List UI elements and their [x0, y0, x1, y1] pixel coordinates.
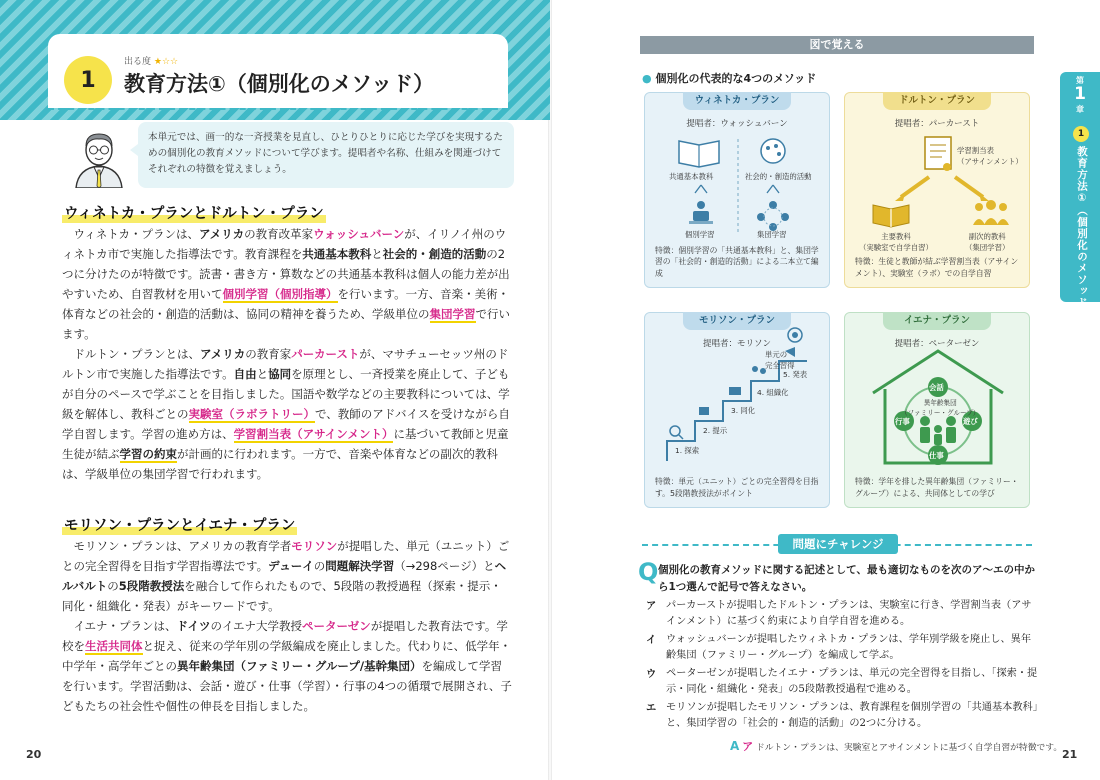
morrison-step-5: 5. 発表 — [783, 370, 808, 379]
lesson-number-badge: 1 — [64, 56, 112, 104]
box-note: 特徴：単元（ユニット）ごとの完全習得を目指す。5段階教授法がポイント — [655, 477, 819, 498]
emphasis-term: 学習の約束 — [119, 447, 177, 461]
jena-cycle-play: 遊び — [963, 417, 978, 426]
text-run: の2つに分けたのが特徴です。読書・書き方・算数などの共通基本教科は個人の能力差が出やすいため、自習教材を用いて — [62, 247, 510, 301]
right-page — [550, 0, 1100, 780]
text-run: の — [107, 579, 119, 593]
proposer: 提唱者：パーカースト — [894, 119, 980, 129]
text-run: を編成して学習を行います。学習活動は、会話・遊び・仕事（学習）・行事の4つの循環で展開され、子どもたちの社会性や個性の伸長を目指しました。 — [62, 659, 512, 713]
text-run: と捉え、従来の学年別の学級編成を廃止しました。代わりに、低学年・中学年・高学年ごとの — [62, 639, 512, 673]
morrison-staircase-icon — [645, 313, 831, 473]
frequency-label: 出る度 — [124, 57, 152, 67]
option-text: モリソンが提唱したモリソン・プランは、教育課程を個別学習の「共通基本教科」と、集団学習の「社会的・創造的活動」の2つに分ける。 — [666, 702, 1038, 730]
emphasis-term: ウォッシュバーン — [313, 227, 405, 241]
question-mark: Q — [638, 558, 659, 586]
frequency-stars: ★☆☆ — [153, 57, 179, 67]
text-run: が、イリノイ州のウィネトカ市で実施した指導法です。教育課程を — [62, 227, 507, 261]
proposer: 提唱者：ウォッシュバーン — [686, 119, 788, 129]
emphasis-term: 集団学習 — [429, 307, 476, 321]
jena-plan-box — [844, 312, 1030, 508]
text-run: ウィネトカ・プランは、 — [73, 227, 199, 241]
paragraph — [62, 536, 512, 616]
dalton-plan-box — [844, 92, 1030, 288]
paragraph — [62, 616, 512, 716]
text-run: が計画的に行われます。一方で、音楽や体育などの副次的教科は、学級単位の集団学習で行われます。 — [62, 447, 498, 481]
jena-center-label: 異年齢集団 （ファミリー・グループ） — [901, 399, 980, 417]
chapter-lesson-badge: 1 — [1073, 126, 1089, 142]
morrison-step-1: 1. 探索 — [675, 446, 700, 455]
text-run: を原理とし、一斉授業を廃止して、子どもが自分のペースで学ぶことを目指しました。国語や数学などの主要教科については、学級を解体し、教科ごとの — [62, 367, 510, 421]
emphasis-term: 自由 — [233, 367, 257, 381]
title-divider — [48, 108, 508, 110]
emphasis-term: 生活共同体 — [85, 639, 143, 653]
box-tag: ウィネトカ・プラン — [683, 92, 791, 110]
text-run: イエナ・プランは、 — [73, 619, 177, 633]
text-run: を行います。一方、音楽・美術・体育などの社会的・創造的活動は、協同の精神を養うため、学級単位の — [62, 287, 510, 321]
chapter-vertical-title: 教育方法①（個別化のメソッド） — [1076, 146, 1088, 320]
text-run: の教育家 — [245, 347, 292, 361]
morrison-plan-box — [644, 312, 830, 508]
option-u — [646, 666, 1038, 699]
emphasis-term: 実験室（ラボラトリー） — [188, 407, 315, 421]
box-note: 特徴：学年を排した異年齢集団（ファミリー・グループ）による、共同体としての学び — [855, 477, 1019, 498]
challenge-tag: 問題にチャレンジ — [778, 534, 898, 554]
paragraph — [62, 224, 512, 344]
emphasis-term: 異年齢集団（ファミリー・グループ/基幹集団） — [177, 659, 422, 673]
winnetka-left-label: 共通基本教科 — [669, 172, 714, 181]
frequency-rating — [124, 54, 178, 67]
option-key: ウ — [646, 668, 657, 680]
morrison-goal-label: 単元の 完全習得 — [765, 350, 795, 370]
winnetka-right-bottom: 集団学習 — [757, 230, 787, 239]
figure-subtitle — [642, 70, 816, 86]
emphasis-term: 5段階教授法 — [118, 579, 185, 593]
winnetka-diagram-icon — [645, 93, 831, 243]
option-text: ウォッシュバーンが提唱したウィネトカ・プランは、学年別学級を廃止し、異年齢集団（ファミリー・グループ）を編成して学ぶ。 — [666, 634, 1032, 662]
page-number: 21 — [1062, 748, 1078, 761]
text-run: と — [371, 247, 383, 261]
chapter-label-num: 1 — [1074, 84, 1086, 105]
emphasis-term: アメリカ — [200, 347, 246, 361]
option-key: ア — [646, 600, 657, 612]
page-number: 20 — [26, 748, 42, 761]
box-tag: ドルトン・プラン — [883, 92, 991, 110]
option-text: ペーターゼンが提唱したイエナ・プランは、単元の完全習得を目指し、「探索・提示・同化・組織化・発表」の5段階教授過程で進める。 — [666, 668, 1038, 696]
dalton-right-label: 副次的教科 （集団学習） — [965, 232, 1010, 252]
text-run: で行います。 — [62, 307, 511, 341]
section-body-2 — [62, 536, 512, 716]
text-run: を融合して作られたもので、5段階の教授過程（探索・提示・同化・組織化・発表）がキーワードです。 — [62, 579, 502, 613]
text-run: が提唱した、単元（ユニット）ごとの完全習得を目指す学習指導法です。 — [62, 539, 510, 573]
box-note: 特徴：個別学習の「共通基本教科」と、集団学習の「社会的・創造的活動」による二本立て編成 — [655, 246, 819, 278]
winnetka-plan-box — [644, 92, 830, 288]
emphasis-term: 協同 — [268, 367, 292, 381]
question-text: 個別化の教育メソッドに関する記述として、最も適切なものを次のア～エの中から1つ選んで記号で答えなさい。 — [658, 564, 1035, 593]
dalton-diagram-icon — [845, 93, 1031, 253]
dalton-left-label: 主要教科 （実験室で自学自習） — [859, 232, 933, 252]
text-run: に基づいて教師と児童生徒が結ぶ — [62, 427, 509, 461]
answer-mark: A — [730, 739, 740, 753]
chapter-label — [1060, 76, 1100, 114]
figure-header: 図で覚える — [640, 36, 1034, 54]
box-tag: イエナ・プラン — [883, 312, 991, 330]
section-heading-2: モリソン・プランとイエナ・プラン — [62, 514, 297, 535]
jena-cycle-event: 行事 — [895, 417, 910, 426]
text-run: モリソン・プランは、アメリカの教育学者 — [73, 539, 292, 553]
emphasis-term: 社会的・創造的活動 — [382, 247, 487, 261]
answer-text: ドルトン・プランは、実験室とアサインメントに基づく自学自習が特徴です。 — [755, 743, 1063, 753]
emphasis-term: 学習割当表（アサインメント） — [233, 427, 394, 441]
emphasis-term: ヘルバルト — [62, 559, 507, 593]
chapter-label-top: 第 — [1076, 76, 1084, 85]
intro-speech-bubble: 本単元では、画一的な一斉授業を見直し、ひとりひとりに応じた学びを実現するための個別化の教育メソッドについて学びます。提唱者や名称、仕組みを関連づけてそれぞれの特徴を覚えましょう。 — [138, 122, 514, 188]
emphasis-term: アメリカ — [198, 227, 245, 241]
emphasis-term: モリソン — [291, 539, 338, 553]
box-tag: モリソン・プラン — [683, 312, 791, 330]
emphasis-term: パーカースト — [291, 347, 360, 361]
answer-key: ア — [742, 740, 754, 753]
section-heading-1: ウィネトカ・プランとドルトン・プラン — [62, 202, 326, 223]
dalton-doc-label: 学習割当表 （アサインメント） — [957, 146, 1023, 166]
paragraph — [62, 344, 512, 484]
proposer: 提唱者：ペーターゼン — [894, 339, 980, 349]
option-key: エ — [646, 702, 657, 714]
emphasis-term: デューイ — [268, 559, 314, 573]
answer-line — [730, 738, 1062, 754]
winnetka-right-label: 社会的・創造的活動 — [745, 172, 812, 181]
jena-cycle-work: 仕事 — [929, 451, 944, 460]
emphasis-term: ドイツ — [176, 619, 211, 633]
emphasis-term: 個別学習（個別指導） — [222, 287, 338, 301]
text-run: で、教師のアドバイスを受けながら自学自習します。学習の進め方は、 — [62, 407, 510, 441]
chapter-label-bottom: 章 — [1076, 104, 1084, 114]
emphasis-term: ペーターゼン — [302, 619, 371, 633]
emphasis-term: 共通基本教科 — [302, 247, 372, 261]
option-key: イ — [646, 634, 657, 646]
option-e — [646, 700, 1038, 733]
jena-house-icon — [845, 313, 1031, 473]
bullet-icon: ● — [642, 72, 652, 85]
figure-subtitle-text: 個別化の代表的な4つのメソッド — [655, 72, 817, 85]
section-body-1 — [62, 224, 512, 484]
option-a — [646, 598, 1038, 631]
morrison-step-3: 3. 同化 — [731, 406, 756, 415]
text-run: （→298ページ）と — [394, 559, 495, 573]
winnetka-left-bottom: 個別学習 — [685, 230, 715, 239]
text-run: の教育改革家 — [244, 227, 314, 241]
teacher-avatar-icon — [70, 126, 128, 188]
text-run: の — [313, 559, 326, 573]
option-text: パーカーストが提唱したドルトン・プランは、実験室に行き、学習割当表（アサインメント）に基づく約束により自学自習を進める。 — [666, 600, 1032, 628]
emphasis-term: 問題解決学習 — [325, 559, 395, 573]
text-run: のイエナ大学教授 — [210, 619, 303, 633]
text-run: と — [256, 367, 269, 381]
text-run: ドルトン・プランとは、 — [73, 347, 200, 361]
jena-cycle-talk: 会話 — [929, 383, 944, 392]
page-title: 教育方法①（個別化のメソッド） — [124, 72, 435, 96]
morrison-step-2: 2. 提示 — [703, 426, 728, 435]
morrison-step-4: 4. 組織化 — [757, 388, 789, 397]
proposer: 提唱者：モリソン — [702, 339, 771, 349]
box-note: 特徴：生徒と教師が結ぶ学習割当表（アサインメント）、実験室（ラボ）での自学自習 — [855, 257, 1019, 278]
text-run: が提唱した教育法です。学校を — [62, 619, 508, 653]
option-i — [646, 632, 1038, 665]
text-run: が、マサチューセッツ州のドルトン市で実施した指導法です。 — [62, 347, 509, 381]
